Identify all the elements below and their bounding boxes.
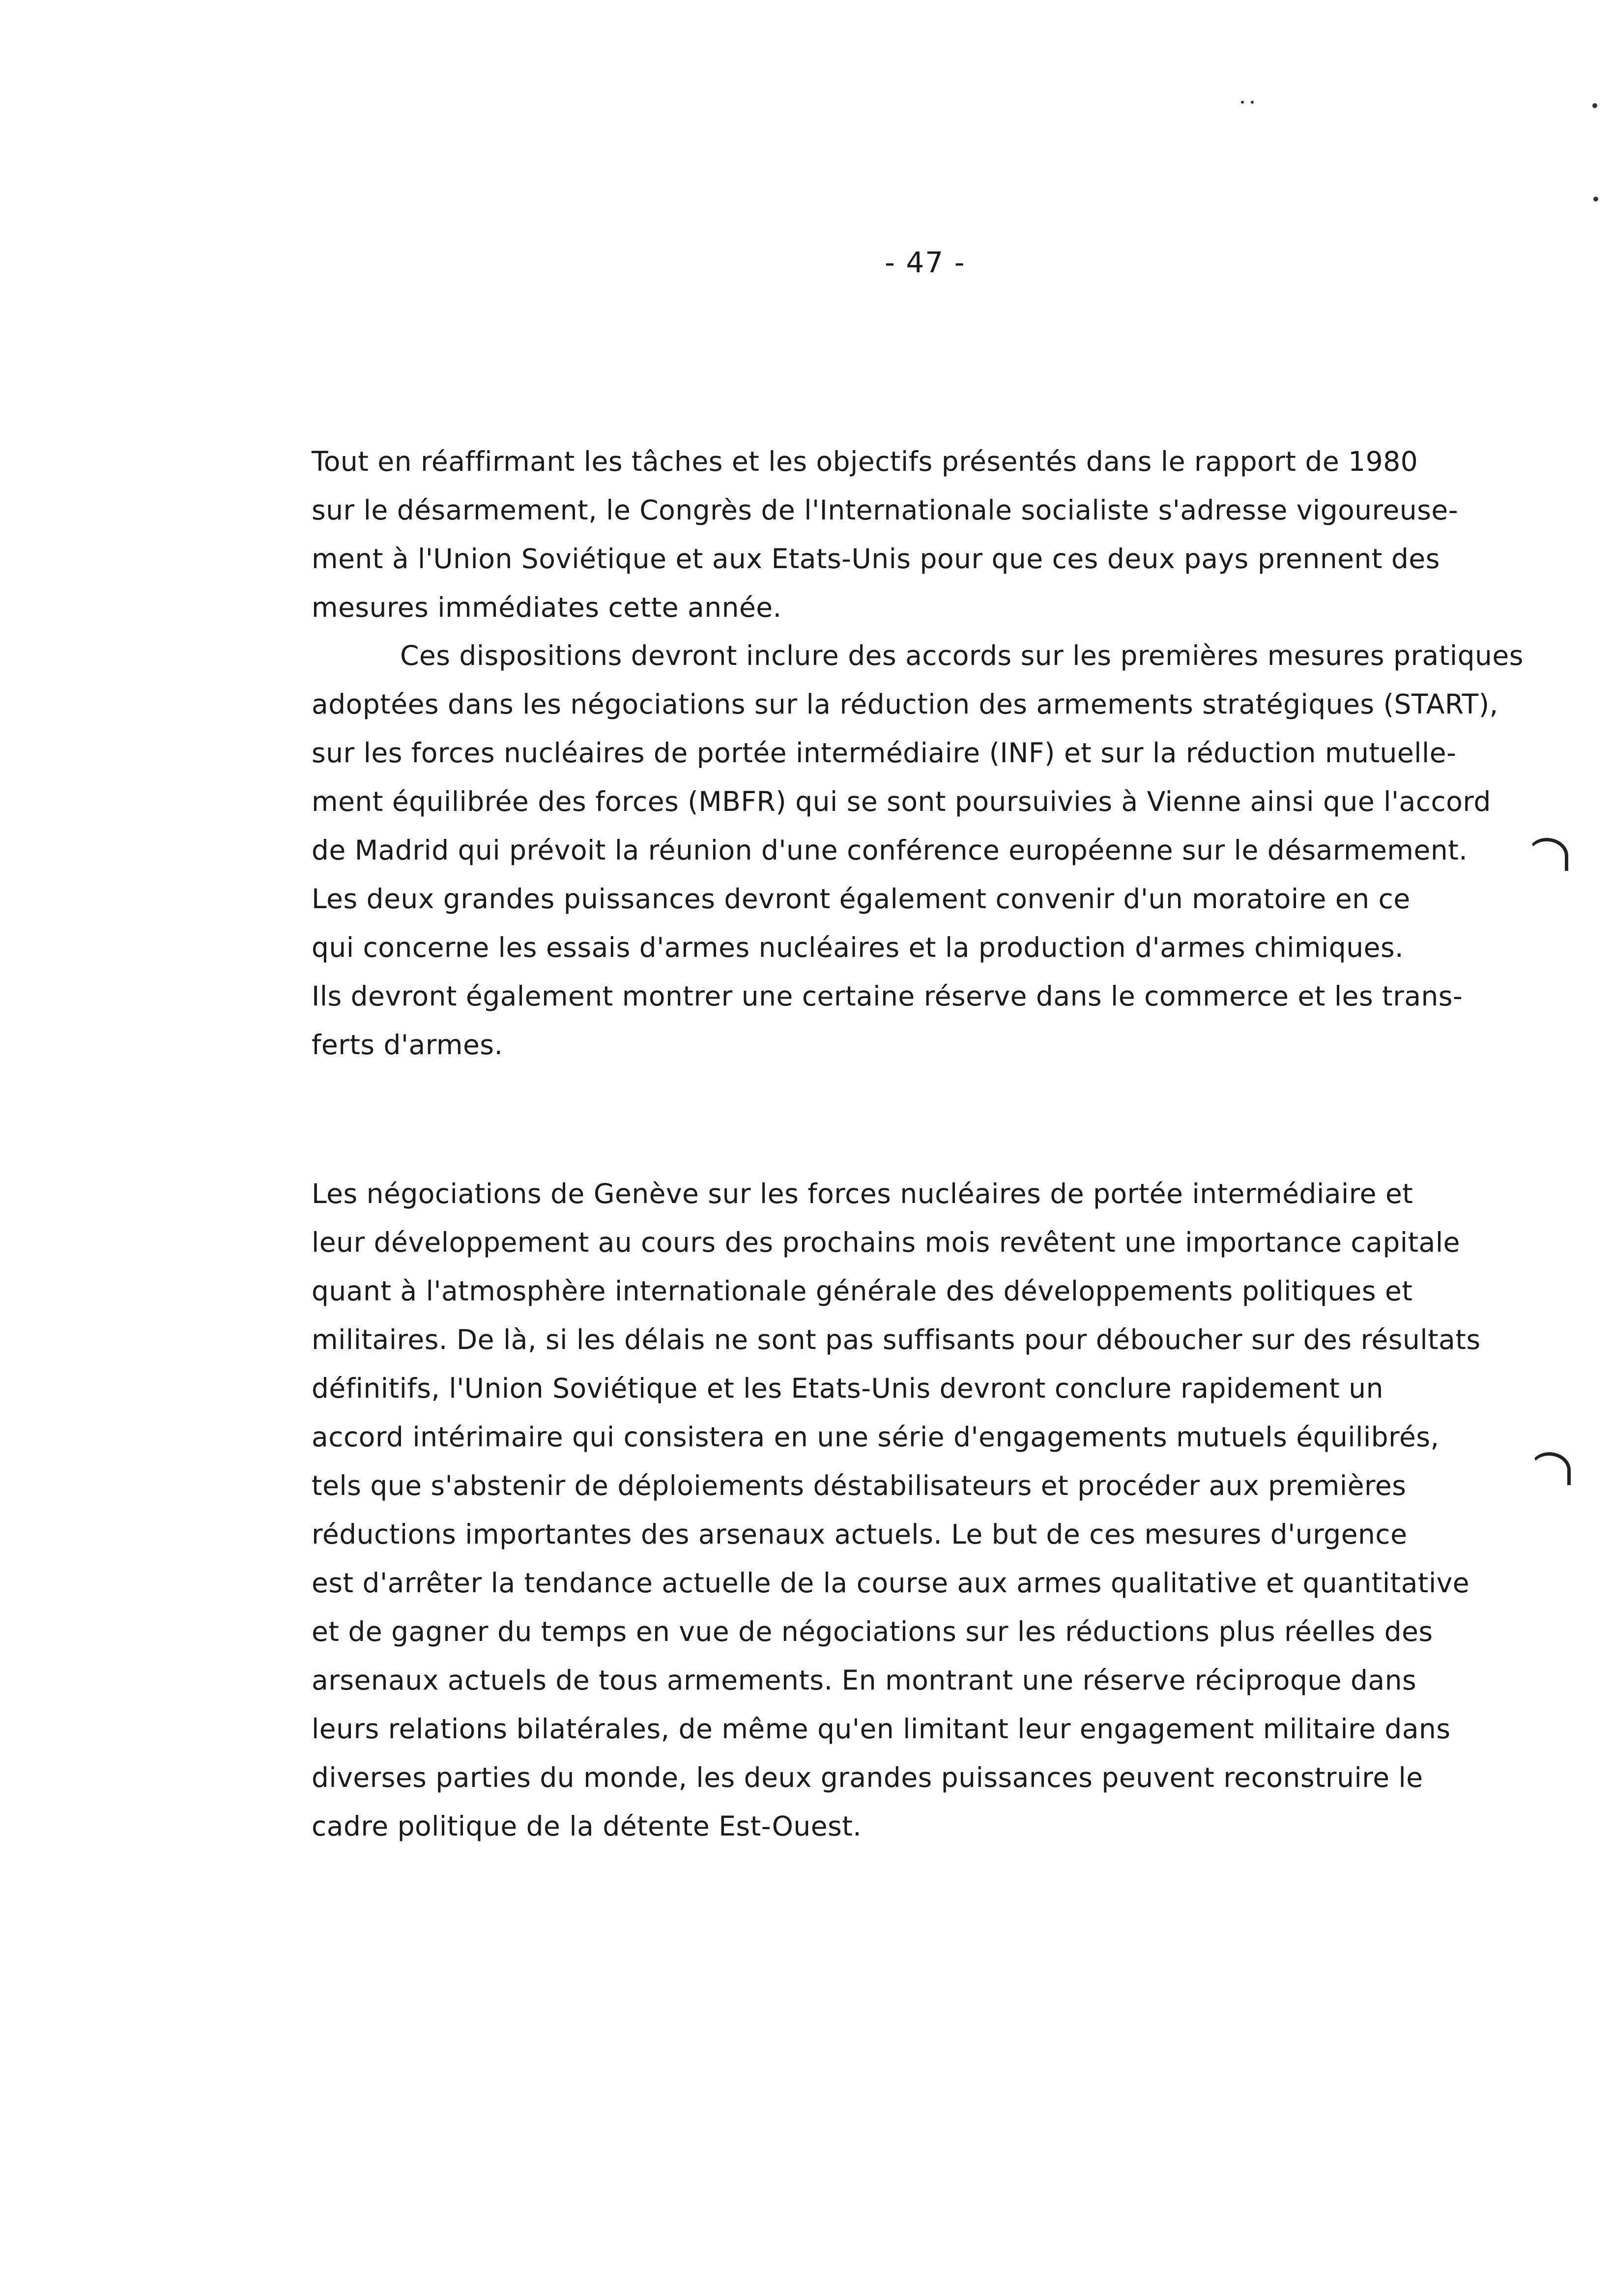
page-number: - 47 - [885,246,966,279]
text-line: ment équilibrée des forces (MBFR) qui se sont poursuivies à Vienne ainsi que l'accord [312,786,1491,817]
text-line: arsenaux actuels de tous armements. En montrant une réserve réciproque dans [312,1665,1417,1696]
scan-speck [1241,101,1244,104]
text-line: est d'arrêter la tendance actuelle de la course aux armes qualitative et quantitative [312,1567,1470,1599]
text-line: leur développement au cours des prochains mois revêtent une importance capitale [312,1227,1460,1258]
text-line: Ces dispositions devront inclure des accords sur les premières mesures pratiques [400,640,1524,671]
text-line: Les deux grandes puissances devront également convenir d'un moratoire en ce [312,883,1410,915]
text-line: sur le désarmement, le Congrès de l'Internationale socialiste s'adresse vigoureuse- [312,494,1459,526]
paragraph-1 [312,437,1589,632]
text-line: Ils devront également montrer une certaine réserve dans le commerce et les trans- [312,980,1463,1012]
text-line: leurs relations bilatérales, de même qu'en limitant leur engagement militaire dans [312,1713,1451,1745]
scan-speck [1592,103,1597,108]
paragraph-2 [312,631,1589,1069]
text-line: de Madrid qui prévoit la réunion d'une conférence européenne sur le désarmement. [312,834,1468,866]
text-line: ferts d'armes. [312,1029,503,1061]
text-line: réductions importantes des arsenaux actuels. Le but de ces mesures d'urgence [312,1519,1408,1550]
text-line: accord intérimaire qui consistera en une série d'engagements mutuels équilibrés, [312,1421,1439,1453]
text-line: cadre politique de la détente Est-Ouest. [312,1810,862,1842]
text-line: tels que s'abstenir de déploiements déstabilisateurs et procéder aux premières [312,1470,1407,1501]
text-line: Les négociations de Genève sur les forces nucléaires de portée intermédiaire et [312,1178,1413,1209]
text-line: Tout en réaffirmant les tâches et les objectifs présentés dans le rapport de 1980 [312,446,1418,477]
text-line: militaires. De là, si les délais ne sont pas suffisants pour déboucher sur des résultats [312,1324,1481,1355]
text-line: diverses parties du monde, les deux grandes puissances peuvent reconstruire le [312,1762,1423,1793]
text-line: et de gagner du temps en vue de négociations sur les réductions plus réelles des [312,1616,1433,1647]
scan-speck [1593,197,1598,201]
text-line: ment à l'Union Soviétique et aux Etats-Unis pour que ces deux pays prennent des [312,543,1440,574]
text-line: sur les forces nucléaires de portée intermédiaire (INF) et sur la réduction mutuelle- [312,737,1457,769]
text-line: adoptées dans les négociations sur la réduction des armements stratégiques (START), [312,689,1498,720]
text-line: quant à l'atmosphère internationale générale des développements politiques et [312,1275,1413,1307]
text-line: définitifs, l'Union Soviétique et les Etats-Unis devront conclure rapidement un [312,1373,1383,1404]
text-line: qui concerne les essais d'armes nucléaires et la production d'armes chimiques. [312,932,1404,963]
paragraph-3 [312,1170,1589,1851]
scan-speck [1251,101,1254,104]
text-line: mesures immédiates cette année. [312,592,782,623]
